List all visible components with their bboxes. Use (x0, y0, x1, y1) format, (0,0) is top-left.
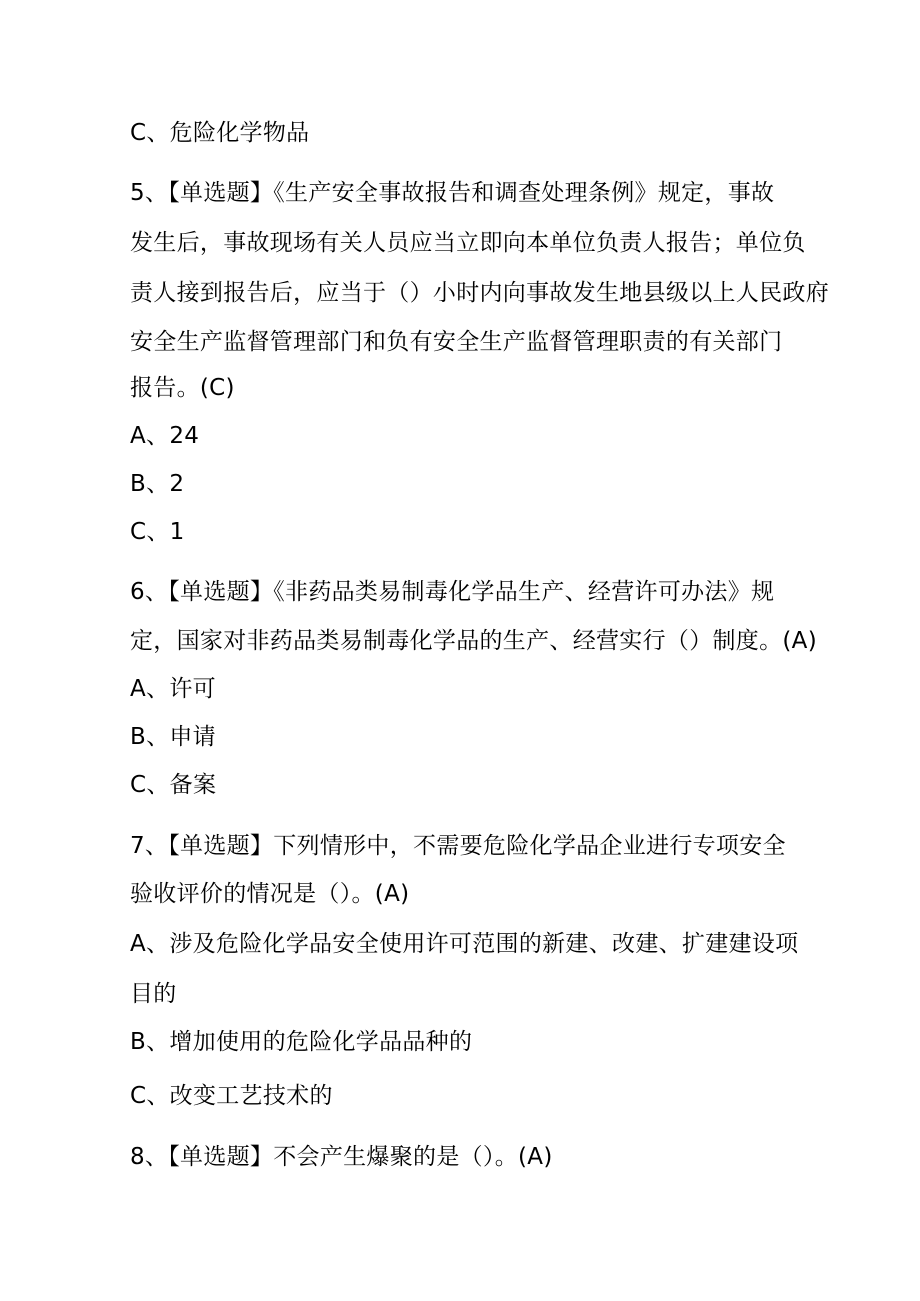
q6-option-b: B、申请 (130, 724, 216, 750)
q6-stem-line: 定，国家对非药品类易制毒化学品的生产、经营实行（）制度。(A) (130, 628, 817, 654)
q5-stem-line: 责人接到报告后，应当于（）小时内向事故发生地县级以上人民政府 (130, 280, 829, 306)
q4-option-c: C、危险化学物品 (130, 120, 310, 146)
q7-stem-line: 7、【单选题】下列情形中，不需要危险化学品企业进行专项安全 (130, 833, 786, 859)
q5-option-c: C、1 (130, 519, 185, 545)
q7-option-a-line: A、涉及危险化学品安全使用许可范围的新建、改建、扩建建设项 (130, 931, 799, 957)
q7-option-b: B、增加使用的危险化学品品种的 (130, 1029, 473, 1055)
q8-stem-line: 8、【单选题】不会产生爆聚的是（）。(A) (130, 1144, 553, 1170)
q5-stem-line: 5、【单选题】《生产安全事故报告和调查处理条例》规定，事故 (130, 180, 775, 206)
q6-option-c: C、备案 (130, 772, 217, 798)
q5-stem-line: 安全生产监督管理部门和负有安全生产监督管理职责的有关部门 (130, 329, 783, 355)
q6-option-a: A、许可 (130, 676, 216, 702)
q6-stem-line: 6、【单选题】《非药品类易制毒化学品生产、经营许可办法》规 (130, 579, 775, 605)
q5-stem-line: 发生后，事故现场有关人员应当立即向本单位负责人报告；单位负 (130, 230, 806, 256)
q5-stem-line: 报告。(C) (130, 375, 235, 401)
q7-option-c: C、改变工艺技术的 (130, 1083, 333, 1109)
q7-option-a-line: 目的 (130, 981, 177, 1007)
q7-stem-line: 验收评价的情况是（）。(A) (130, 881, 410, 907)
q5-option-b: B、2 (130, 471, 185, 497)
q5-option-a: A、24 (130, 423, 200, 449)
